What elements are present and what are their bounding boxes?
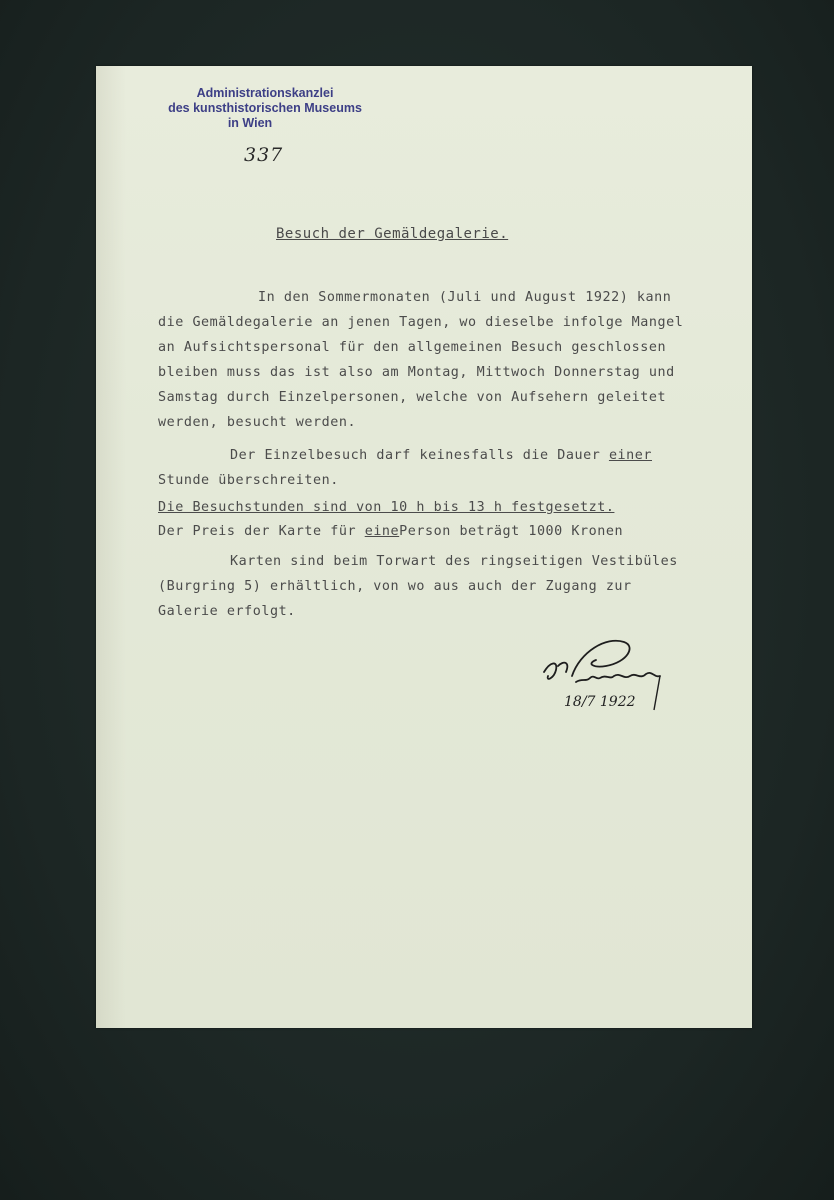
body-line: Karten sind beim Torwart des ringseitigen Vestibüles: [230, 554, 678, 569]
document-title: Besuch der Gemäldegalerie.: [276, 226, 509, 242]
underlined-word: einer: [608, 448, 652, 463]
stamp-line-1: Administrationskanzlei: [196, 86, 334, 100]
body-text: Der Preis der Karte für: [158, 524, 357, 539]
stamp-line-2: des kunsthistorischen Museums: [168, 101, 362, 115]
body-line: [230, 448, 810, 463]
body-line: bleiben muss das ist also am Montag, Mittwoch Donnerstag und: [158, 365, 675, 380]
visiting-hours-line: Die Besuchstunden sind von 10 h bis 13 h festgesetzt.: [158, 500, 615, 515]
body-line: an Aufsichtspersonal für den allgemeinen Besuch geschlossen: [158, 340, 667, 355]
body-line: In den Sommermonaten (Juli und August 1922) kann: [258, 290, 672, 305]
body-line: [158, 524, 738, 539]
body-line: Galerie erfolgt.: [158, 604, 296, 619]
underlined-word: eine: [364, 524, 400, 539]
body-text: Der Einzelbesuch darf keinesfalls die Dauer: [230, 448, 601, 463]
handwritten-reference-number: 337: [244, 144, 284, 166]
body-line: die Gemäldegalerie an jenen Tagen, wo dieselbe infolge Mangel: [158, 315, 684, 330]
document-page: [96, 66, 752, 1028]
body-line: werden, besucht werden.: [158, 415, 357, 430]
office-stamp: [160, 86, 370, 131]
body-line: Samstag durch Einzelpersonen, welche von Aufsehern geleitet: [158, 390, 667, 405]
body-line: Stunde überschreiten.: [158, 473, 339, 488]
body-text: Person beträgt 1000 Kronen: [399, 524, 624, 539]
stamp-line-3: in Wien: [227, 116, 273, 130]
body-line: (Burgring 5) erhältlich, von wo aus auch der Zugang zur: [158, 579, 632, 594]
signature-date: 18/7 1922: [564, 694, 636, 710]
